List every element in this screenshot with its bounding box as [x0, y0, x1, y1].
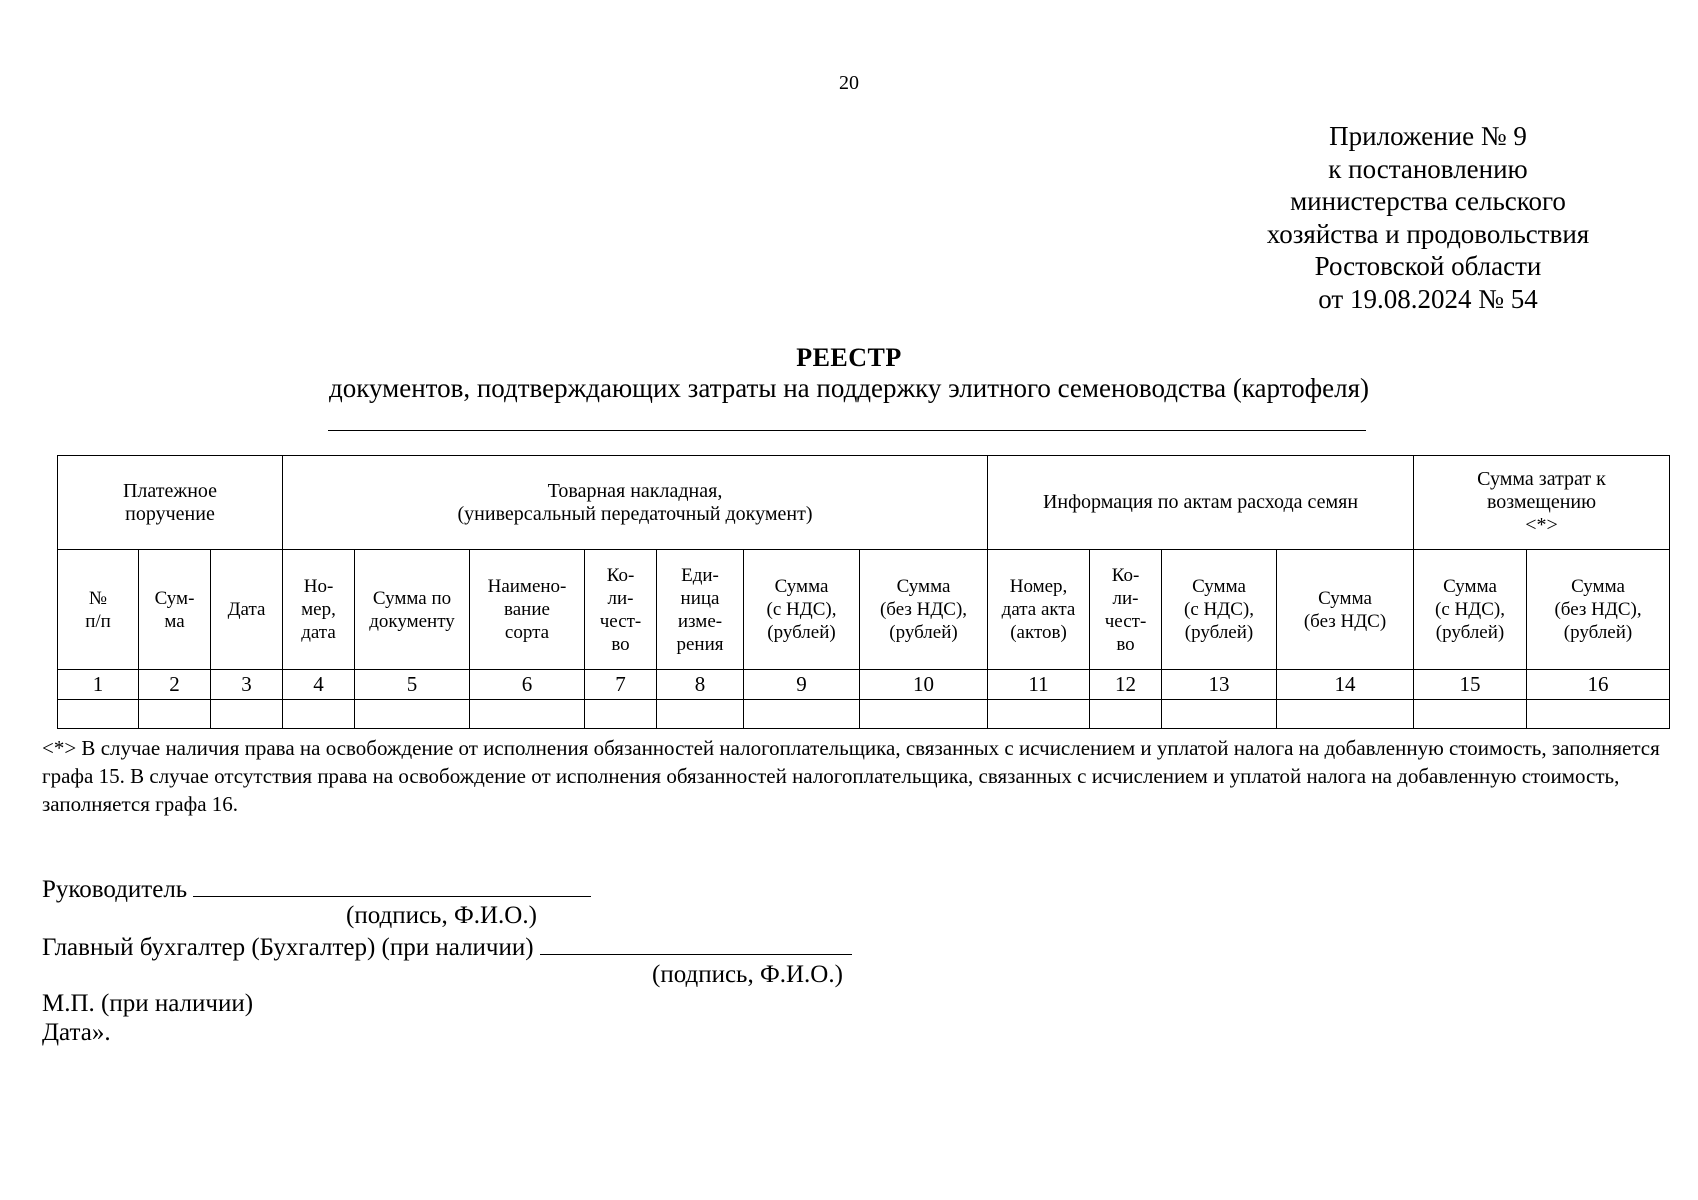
column-header-text: ма — [164, 610, 185, 632]
column-header-cell — [860, 550, 988, 670]
group-header-cell — [283, 456, 988, 550]
head-label: Руководитель — [42, 876, 188, 903]
column-header-text: дата акта — [1001, 599, 1076, 620]
page-number: 20 — [839, 72, 859, 94]
column-header-text: Наимено- — [487, 576, 567, 597]
column-header-text: Сумма — [1571, 576, 1625, 597]
column-header-cell — [139, 550, 211, 670]
head-signature-blank — [193, 874, 591, 897]
column-header-text: мер, — [301, 599, 336, 620]
column-header-text: ница — [680, 587, 720, 609]
empty-data-cell[interactable] — [58, 700, 139, 729]
column-header-cell — [58, 550, 139, 670]
column-header-text: чест- — [1104, 610, 1147, 632]
accountant-signature-blank — [540, 932, 852, 955]
date-label: Дата». — [42, 1019, 111, 1046]
column-header-cell — [283, 550, 355, 670]
group-header-text: (универсальный передаточный документ) — [457, 502, 813, 525]
column-number-cell: 15 — [1414, 670, 1527, 700]
column-number-cell: 1 — [58, 670, 139, 700]
appendix-line: хозяйства и продовольствия — [1266, 218, 1590, 249]
empty-data-cell[interactable] — [1527, 700, 1670, 729]
column-header-text: сорта — [504, 622, 550, 643]
column-header-text: (рублей) — [889, 622, 958, 643]
column-number-cell: 3 — [211, 670, 283, 700]
column-header-cell — [355, 550, 470, 670]
group-header-text: Товарная накладная, — [547, 479, 723, 502]
accountant-label: Главный бухгалтер (Бухгалтер) (при наличии) — [42, 934, 534, 961]
column-header-text: Сум- — [154, 587, 195, 609]
appendix-line: Приложение № 9 — [1329, 121, 1527, 151]
empty-data-cell[interactable] — [470, 700, 585, 729]
column-header-cell — [1162, 550, 1277, 670]
column-header-cell — [1090, 550, 1162, 670]
column-number-cell: 6 — [470, 670, 585, 700]
column-header-text: Сумма — [1443, 576, 1497, 597]
column-header-text: во — [611, 633, 630, 655]
column-header-text: Ко- — [606, 564, 635, 586]
empty-data-row — [58, 700, 1670, 729]
group-header-cell — [58, 456, 283, 550]
column-header-text: Ко- — [1111, 564, 1140, 586]
column-header-text: документу — [369, 610, 455, 632]
empty-data-cell[interactable] — [139, 700, 211, 729]
empty-data-cell[interactable] — [988, 700, 1090, 729]
column-header-text: рения — [676, 633, 724, 655]
column-header-text: п/п — [85, 610, 111, 632]
column-number-cell: 12 — [1090, 670, 1162, 700]
group-header-text: Информация по актам расхода семян — [1042, 491, 1359, 513]
empty-data-cell[interactable] — [860, 700, 988, 729]
column-header-text: Дата — [227, 599, 266, 620]
appendix-line: министерства сельского — [1290, 186, 1566, 216]
stamp-label: М.П. (при наличии) — [42, 990, 254, 1017]
column-header-text: во — [1116, 633, 1135, 655]
column-header-cell — [1527, 550, 1670, 670]
column-number-row — [58, 670, 1670, 700]
group-header-cell — [1414, 456, 1670, 550]
column-number-cell: 13 — [1162, 670, 1277, 700]
appendix-block — [1200, 120, 1656, 315]
column-header-cell — [988, 550, 1090, 670]
column-header-text: Сумма по — [372, 587, 452, 609]
column-header-cell — [211, 550, 283, 670]
column-header-text: ли- — [1112, 587, 1139, 609]
registry-table — [57, 455, 1670, 729]
empty-data-cell[interactable] — [657, 700, 744, 729]
column-header-text: (актов) — [1010, 622, 1067, 643]
appendix-line: Ростовской области — [1314, 251, 1542, 281]
column-header-text: Сумма — [1318, 587, 1372, 609]
empty-data-cell[interactable] — [744, 700, 860, 729]
head-signature-caption: (подпись, Ф.И.О.) — [346, 902, 537, 929]
column-number-cell: 14 — [1277, 670, 1414, 700]
group-header-text: возмещению — [1486, 491, 1597, 513]
empty-data-cell[interactable] — [1414, 700, 1527, 729]
column-header-cell — [657, 550, 744, 670]
column-number-cell: 16 — [1527, 670, 1670, 700]
column-header-text: Еди- — [681, 564, 719, 586]
column-number-cell: 2 — [139, 670, 211, 700]
column-header-text: (с НДС), — [766, 599, 837, 620]
column-header-text: Номер, — [1009, 576, 1068, 597]
column-number-cell: 4 — [283, 670, 355, 700]
column-header-text: Сумма — [896, 576, 951, 597]
column-header-text: Сумма — [1192, 576, 1246, 597]
empty-data-cell[interactable] — [283, 700, 355, 729]
column-header-text: (без НДС), — [1554, 599, 1642, 620]
column-header-text: (рублей) — [1435, 622, 1505, 643]
group-header-text: Сумма затрат к — [1477, 468, 1606, 490]
column-header-cell — [744, 550, 860, 670]
subtitle-underline — [328, 430, 1366, 431]
appendix-line: от 19.08.2024 № 54 — [1318, 283, 1538, 314]
empty-data-cell[interactable] — [211, 700, 283, 729]
column-header-text: (без НДС), — [879, 599, 968, 620]
column-number-cell: 5 — [355, 670, 470, 700]
empty-data-cell[interactable] — [585, 700, 657, 729]
column-number-cell: 11 — [988, 670, 1090, 700]
document-title: РЕЕСТР — [796, 343, 902, 372]
group-header-row — [58, 456, 1670, 550]
column-header-text: ли- — [607, 587, 634, 609]
column-header-text: (рублей) — [1563, 622, 1633, 643]
empty-data-cell[interactable] — [1162, 700, 1277, 729]
accountant-signature-line — [42, 932, 852, 962]
column-header-text: изме- — [677, 610, 723, 632]
group-header-cell — [988, 456, 1414, 550]
empty-data-cell[interactable] — [1277, 700, 1414, 729]
head-signature-line — [42, 874, 591, 904]
column-header-cell — [1277, 550, 1414, 670]
document-subtitle: документов, подтверждающих затраты на поддержку элитного семеноводства (картофеля) — [329, 373, 1369, 403]
column-number-cell: 8 — [657, 670, 744, 700]
column-header-text: дата — [301, 622, 336, 643]
accountant-signature-caption: (подпись, Ф.И.О.) — [652, 961, 843, 988]
column-header-text: (без НДС) — [1303, 610, 1387, 632]
column-header-cell — [1414, 550, 1527, 670]
column-number-cell: 9 — [744, 670, 860, 700]
group-header-text: поручение — [125, 502, 215, 525]
column-header-text: № — [88, 587, 108, 609]
column-header-text: Но- — [303, 576, 334, 597]
column-header-cell — [585, 550, 657, 670]
column-header-text: Сумма — [774, 576, 829, 597]
column-header-row — [58, 550, 1670, 670]
footnote: <*> В случае наличия права на освобождение от исполнения обязанностей налогоплательщика, связанных с исчислением и уплатой налога на добавленную стоимость, заполняется графа 15. В случае отсутствия права на освобождение от исполнения обязанностей налогоплательщика, связанных с исчислением и уплатой налога на добавленную стоимость, заполняется графа 16. — [42, 736, 1660, 816]
column-header-text: (рублей) — [1184, 622, 1254, 643]
empty-data-cell[interactable] — [1090, 700, 1162, 729]
column-header-cell — [470, 550, 585, 670]
column-header-text: вание — [504, 599, 550, 620]
column-header-text: чест- — [599, 610, 642, 632]
group-header-text: <*> — [1525, 514, 1558, 536]
column-header-text: (с НДС), — [1435, 599, 1505, 620]
column-number-cell: 10 — [860, 670, 988, 700]
column-number-cell: 7 — [585, 670, 657, 700]
empty-data-cell[interactable] — [355, 700, 470, 729]
column-header-text: (рублей) — [767, 622, 836, 643]
appendix-line: к постановлению — [1328, 153, 1528, 184]
column-header-text: (с НДС), — [1184, 599, 1254, 620]
group-header-text: Платежное — [122, 479, 218, 502]
